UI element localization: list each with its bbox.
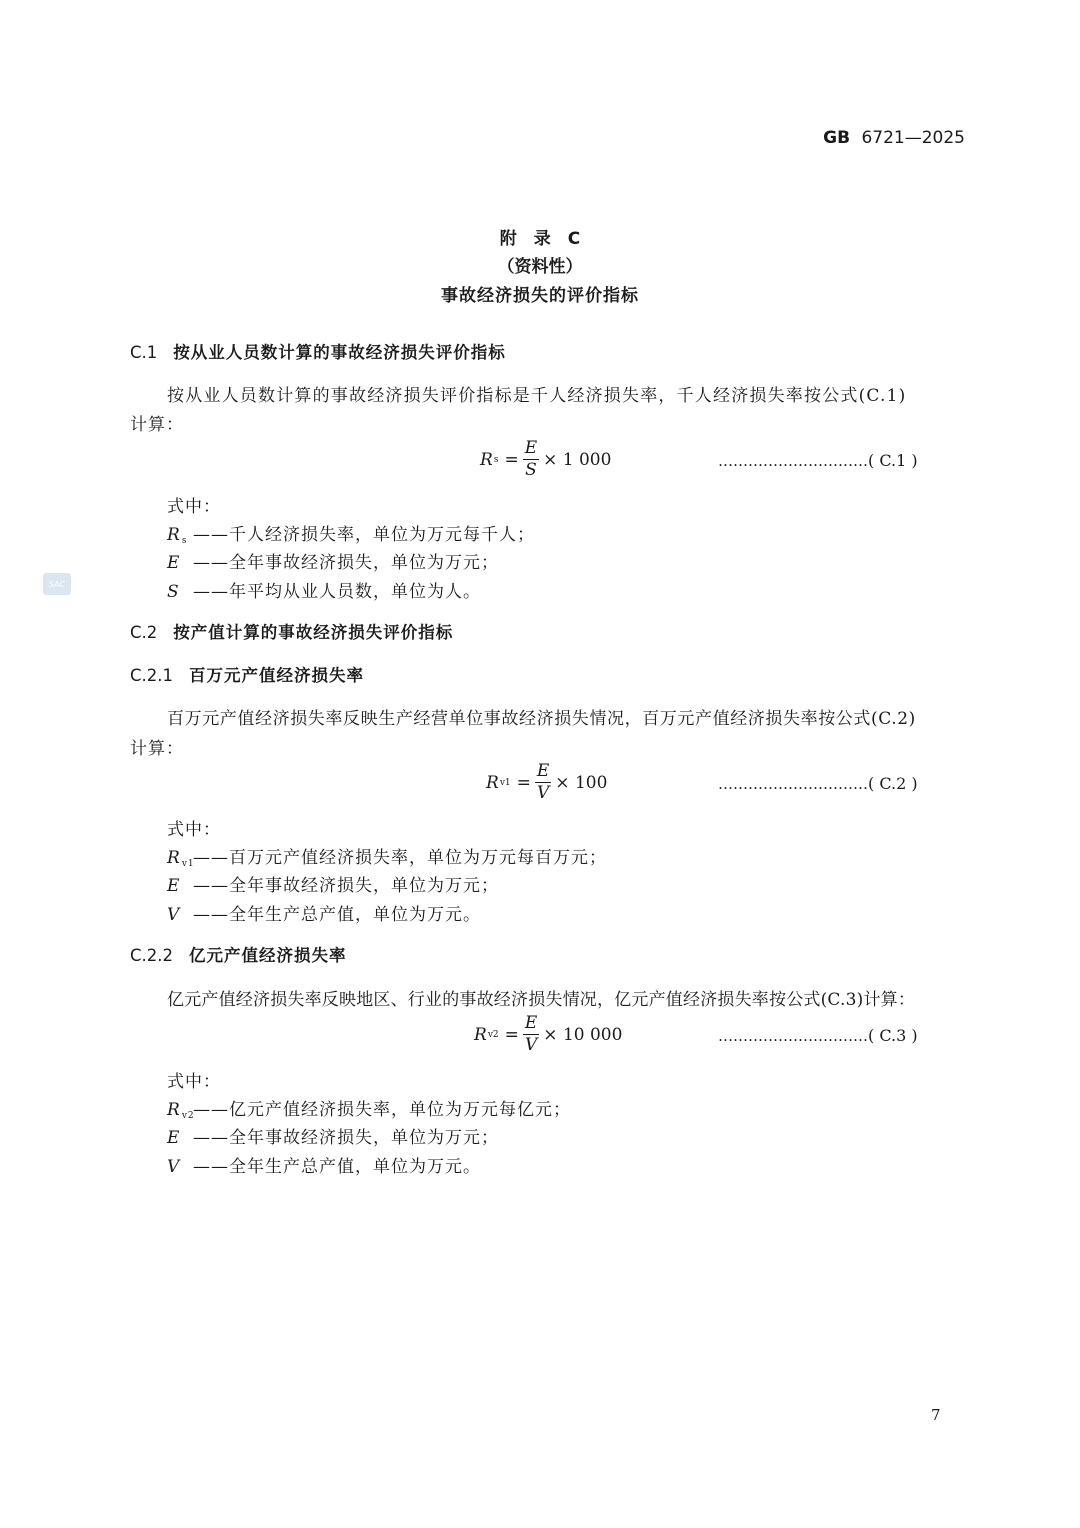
formula-fraction — [523, 440, 539, 479]
def-symbol: E — [167, 876, 181, 896]
definition-item — [167, 577, 481, 602]
formula-c1 — [480, 440, 611, 479]
definition-item — [167, 1095, 571, 1121]
def-text: ——全年生产总产值，单位为万元。 — [193, 905, 481, 925]
def-text: ——全年事故经济损失，单位为万元； — [193, 876, 499, 896]
def-symbol: E — [167, 1128, 181, 1148]
def-text: ——全年生产总产值，单位为万元。 — [193, 1157, 481, 1177]
def-symbol-sub: v2 — [181, 1111, 195, 1121]
section-number: C.2.1 — [130, 666, 174, 685]
formula-multiplier: × 1 000 — [543, 449, 612, 470]
def-text: ——全年事故经济损失，单位为万元； — [193, 1128, 499, 1148]
section-c22-heading — [130, 942, 347, 966]
def-symbol-sub: v1 — [181, 859, 195, 869]
paragraph-line: 计算： — [130, 415, 184, 435]
section-c2-heading — [130, 619, 453, 643]
paragraph-line: 亿元产值经济损失率反映地区、行业的事故经济损失情况，亿元产值经济损失率按公式(C.3)计算： — [167, 990, 916, 1010]
formula-c3-number — [718, 1026, 918, 1045]
formula-fraction — [523, 1015, 539, 1054]
fraction-denominator: V — [524, 1035, 538, 1055]
definition-item — [167, 1123, 499, 1148]
equation-label: ( C.2 ) — [868, 774, 918, 793]
def-symbol: R — [167, 848, 181, 868]
formula-fraction — [535, 763, 551, 802]
where-label: 式中： — [167, 1072, 221, 1092]
paragraph-line: 按从业人员数计算的事故经济损失评价指标是千人经济损失率，千人经济损失率按公式(C.1) — [167, 386, 907, 406]
formula-c2 — [486, 763, 607, 802]
standard-number: 6721—2025 — [861, 128, 965, 148]
def-symbol-sub: s — [181, 536, 188, 546]
def-symbol: R — [167, 1100, 181, 1120]
section-number: C.1 — [130, 343, 158, 362]
leader-dots: ………………………… — [718, 775, 868, 793]
formula-equals: = — [504, 1024, 519, 1045]
standard-prefix: GB — [823, 128, 851, 148]
def-symbol: R — [167, 525, 181, 545]
formula-c3 — [474, 1015, 622, 1054]
where-label: 式中： — [167, 820, 221, 840]
section-title: 亿元产值经济损失率 — [189, 946, 347, 965]
def-text: ——亿元产值经济损失率，单位为万元每亿元； — [193, 1100, 571, 1120]
section-number: C.2.2 — [130, 946, 174, 965]
formula-equals: = — [516, 772, 531, 793]
fraction-numerator: E — [536, 761, 550, 781]
definition-item — [167, 843, 607, 869]
leader-dots: ………………………… — [718, 452, 868, 470]
def-symbol: V — [167, 1157, 181, 1177]
where-label: 式中： — [167, 497, 221, 517]
section-title: 按产值计算的事故经济损失评价指标 — [173, 623, 454, 642]
page-number: 7 — [931, 1406, 941, 1424]
def-text: ——年平均从业人员数，单位为人。 — [193, 582, 481, 602]
formula-lhs-sub: v2 — [487, 1029, 499, 1040]
section-c1-heading — [130, 339, 506, 363]
def-symbol: E — [167, 553, 181, 573]
formula-equals: = — [504, 449, 519, 470]
equation-label: ( C.3 ) — [868, 1026, 918, 1045]
paragraph-line: 计算： — [130, 739, 184, 759]
definition-item — [167, 871, 499, 896]
formula-lhs: R — [474, 1024, 487, 1045]
appendix-name: 事故经济损失的评价指标 — [441, 286, 639, 306]
formula-c2-number — [718, 774, 918, 793]
formula-lhs-sub: s — [493, 454, 499, 465]
standard-code — [823, 128, 965, 148]
definition-item — [167, 520, 535, 546]
section-number: C.2 — [130, 623, 158, 642]
fraction-numerator: E — [524, 438, 538, 458]
formula-c1-number — [718, 451, 918, 470]
formula-lhs: R — [486, 772, 499, 793]
fraction-numerator: E — [524, 1013, 538, 1033]
appendix-type: （资料性） — [497, 257, 583, 277]
def-symbol: S — [167, 582, 180, 602]
section-title: 百万元产值经济损失率 — [189, 666, 365, 685]
formula-multiplier: × 100 — [555, 772, 608, 793]
equation-label: ( C.1 ) — [868, 451, 918, 470]
formula-multiplier: × 10 000 — [543, 1024, 623, 1045]
def-text: ——百万元产值经济损失率，单位为万元每百万元； — [193, 848, 607, 868]
fraction-denominator: S — [525, 460, 537, 480]
definition-item — [167, 548, 499, 573]
formula-lhs-sub: v1 — [499, 777, 511, 788]
definition-item — [167, 1152, 481, 1177]
paragraph-line: 百万元产值经济损失率反映生产经营单位事故经济损失情况，百万元产值经济损失率按公式(C.2) — [167, 709, 916, 729]
sac-watermark-logo: SAC — [43, 573, 71, 595]
section-c21-heading — [130, 662, 364, 686]
def-symbol: V — [167, 905, 181, 925]
def-text: ——全年事故经济损失，单位为万元； — [193, 553, 499, 573]
def-text: ——千人经济损失率，单位为万元每千人； — [193, 525, 535, 545]
section-title: 按从业人员数计算的事故经济损失评价指标 — [173, 343, 506, 362]
appendix-title: 附 录 C — [499, 229, 581, 249]
leader-dots: ………………………… — [718, 1027, 868, 1045]
fraction-denominator: V — [536, 783, 550, 803]
definition-item — [167, 900, 481, 925]
formula-lhs: R — [480, 449, 493, 470]
